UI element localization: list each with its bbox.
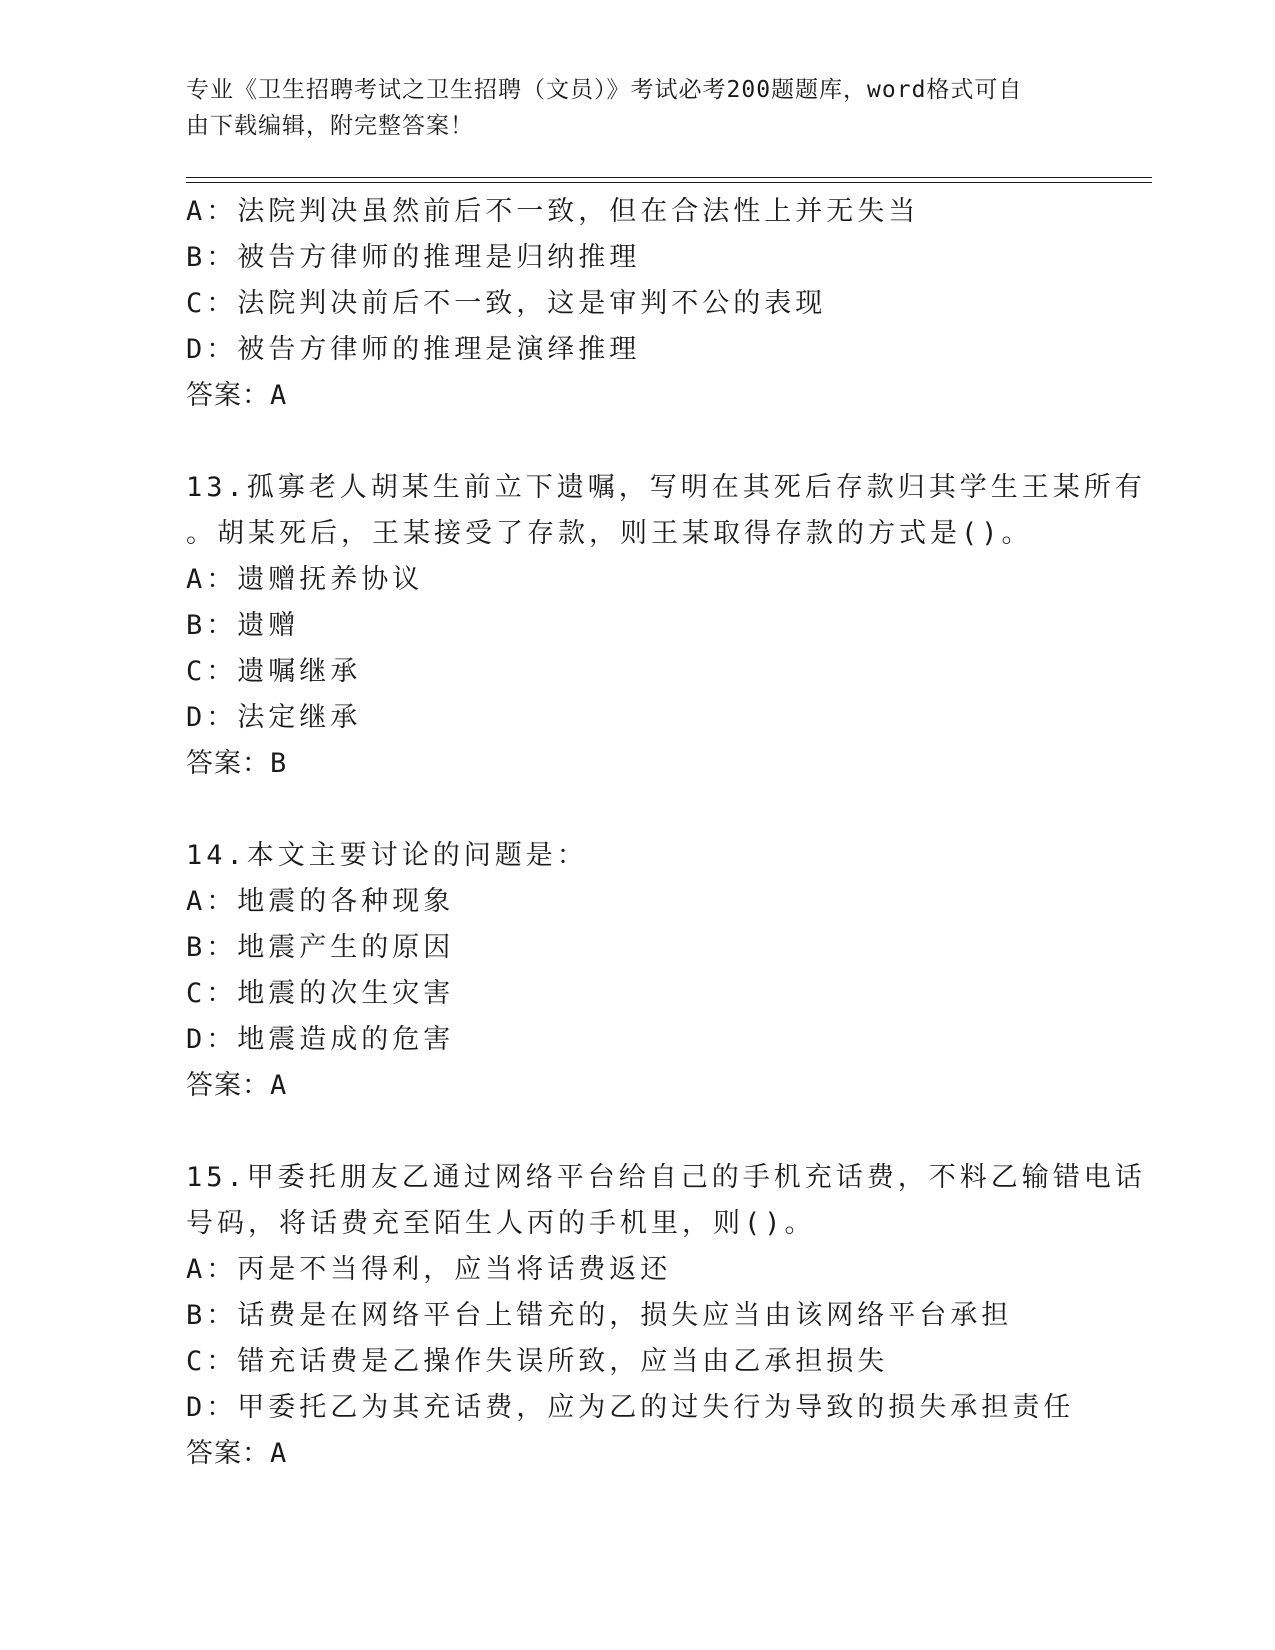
option-c: C：地震的次生灾害: [186, 978, 455, 1009]
option-a: A：丙是不当得利，应当将话费返还: [186, 1254, 672, 1285]
answer-value: A: [270, 380, 288, 411]
header-line-1: 专业《卫生招聘考试之卫生招聘（文员）》考试必考200题题库，word格式可自: [186, 77, 1023, 103]
option-d: D：甲委托乙为其充话费，应为乙的过失行为导致的损失承担责任: [186, 1392, 1075, 1423]
question-list: [186, 189, 1146, 1477]
question-text-line-1: 15.甲委托朋友乙通过网络平台给自己的手机充话费，不料乙输错电话: [186, 1162, 1146, 1193]
answer-label: 答案：: [186, 748, 270, 779]
option-d: D：被告方律师的推理是演绎推理: [186, 334, 641, 365]
question-12: [186, 189, 1146, 419]
answer-line: [186, 1063, 1146, 1109]
option-b: B：话费是在网络平台上错充的，损失应当由该网络平台承担: [186, 1300, 1013, 1331]
option-c: C：法院判决前后不一致，这是审判不公的表现: [186, 288, 827, 319]
question-text-line-2: 号码，将话费充至陌生人丙的手机里，则()。: [186, 1208, 816, 1239]
option-c: C：遗嘱继承: [186, 656, 362, 687]
document-header: [186, 72, 1086, 144]
header-divider-bottom: [186, 182, 1152, 183]
option-b: B：地震产生的原因: [186, 932, 455, 963]
question-14: [186, 833, 1146, 1109]
answer-value: A: [270, 1438, 288, 1469]
option-c: C：错充话费是乙操作失误所致，应当由乙承担损失: [186, 1346, 889, 1377]
answer-line: [186, 1431, 1146, 1477]
answer-value: B: [270, 748, 288, 779]
question-text-line-1: 14.本文主要讨论的问题是：: [186, 840, 588, 871]
question-text-line-2: 。胡某死后，王某接受了存款，则王某取得存款的方式是()。: [186, 518, 1033, 549]
option-a: A：法院判决虽然前后不一致，但在合法性上并无失当: [186, 196, 920, 227]
option-b: B：被告方律师的推理是归纳推理: [186, 242, 641, 273]
header-divider-top: [186, 177, 1152, 178]
option-a: A：遗赠抚养协议: [186, 564, 424, 595]
answer-line: [186, 741, 1146, 787]
option-d: D：地震造成的危害: [186, 1024, 455, 1055]
header-line-2: 由下载编辑，附完整答案！: [186, 113, 474, 139]
question-text-line-1: 13.孤寡老人胡某生前立下遗嘱，写明在其死后存款归其学生王某所有: [186, 472, 1146, 503]
answer-value: A: [270, 1070, 288, 1101]
answer-label: 答案：: [186, 380, 270, 411]
question-13: [186, 465, 1146, 787]
option-a: A：地震的各种现象: [186, 886, 455, 917]
answer-line: [186, 373, 1146, 419]
option-d: D：法定继承: [186, 702, 362, 733]
answer-label: 答案：: [186, 1438, 270, 1469]
answer-label: 答案：: [186, 1070, 270, 1101]
question-15: [186, 1155, 1146, 1477]
option-b: B：遗赠: [186, 610, 300, 641]
